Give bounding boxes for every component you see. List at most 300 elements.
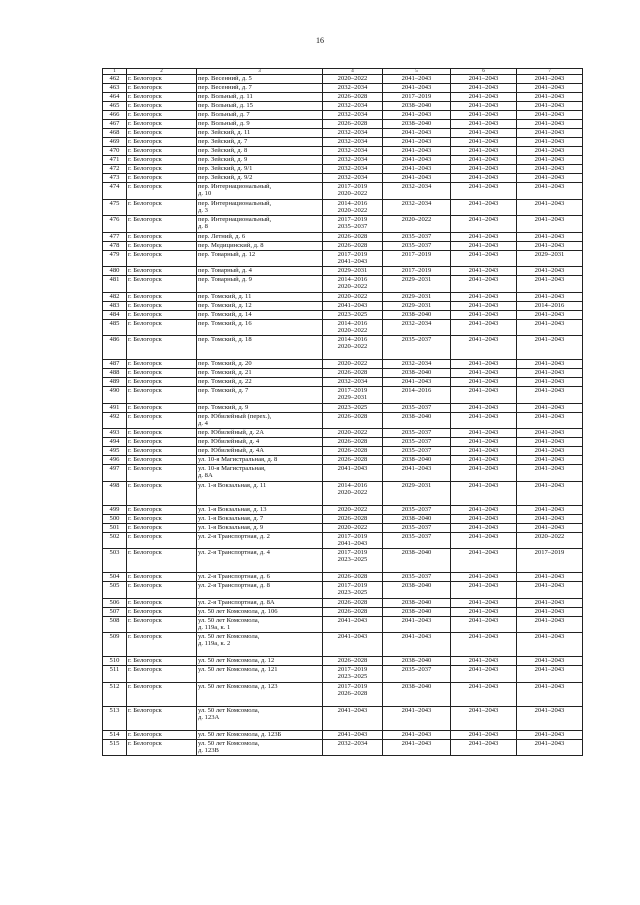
period-cell-col5	[383, 310, 451, 319]
period-cell-col7	[517, 216, 583, 233]
period-cell-col5-line: 2032–2034	[401, 360, 432, 367]
period-cell-col4	[323, 183, 383, 200]
table-row	[103, 120, 583, 129]
period-cell-col5	[383, 682, 451, 706]
row-number: 465	[103, 102, 127, 111]
period-cell-col7	[517, 598, 583, 607]
address-cell	[197, 481, 323, 505]
row-number: 515	[103, 739, 127, 756]
period-cell-col5-line: 2017–2019	[401, 267, 432, 274]
period-cell-col4-line: 2032–2034	[337, 147, 368, 154]
period-cell-col4-line: 2026–2028	[337, 607, 368, 615]
period-cell-col6	[451, 120, 517, 129]
period-cell-col6-line: 2041–2043	[468, 147, 499, 154]
period-cell-col7	[517, 310, 583, 319]
period-cell-col6-line: 2041–2043	[468, 682, 499, 690]
period-cell-col4-line: 2026–2028	[337, 438, 368, 445]
period-cell-col7-line: 2020–2022	[534, 532, 565, 540]
period-cell-col6-line: 2041–2043	[468, 120, 499, 127]
period-cell-col5	[383, 730, 451, 739]
period-cell-col6	[451, 429, 517, 438]
address-cell	[197, 730, 323, 739]
period-cell-col7-line: 2041–2043	[534, 739, 565, 747]
city-cell: г. Белогорск	[127, 532, 197, 549]
period-cell-col4	[323, 250, 383, 267]
period-cell-col4-line: 2020–2022	[337, 206, 368, 214]
period-cell-col6	[451, 250, 517, 267]
address-cell-line: пер. Зейский, д. 7	[198, 138, 248, 145]
table-row	[103, 267, 583, 276]
period-cell-col5-line: 2035–2037	[401, 429, 432, 436]
period-cell-col4-line: 2020–2022	[337, 429, 368, 436]
period-cell-col7	[517, 682, 583, 706]
address-cell	[197, 429, 323, 438]
period-cell-col7	[517, 429, 583, 438]
period-cell-col7	[517, 523, 583, 532]
period-cell-col6-line: 2041–2043	[468, 183, 499, 190]
period-cell-col6	[451, 403, 517, 412]
table-row	[103, 241, 583, 250]
period-cell-col7	[517, 147, 583, 156]
period-cell-col6	[451, 319, 517, 336]
period-cell-col5-line: 2014–2016	[401, 387, 432, 394]
period-cell-col5-line: 2038–2040	[401, 582, 432, 589]
period-cell-col7-line: 2041–2043	[534, 657, 565, 664]
city-cell: г. Белогорск	[127, 276, 197, 293]
table-row	[103, 739, 583, 756]
period-cell-col4-line: 2017–2019	[337, 682, 368, 690]
period-cell-col7	[517, 93, 583, 102]
period-cell-col5-line: 2035–2037	[401, 241, 432, 249]
period-cell-col5	[383, 598, 451, 607]
period-cell-col7	[517, 232, 583, 241]
city-cell: г. Белогорск	[127, 216, 197, 233]
period-cell-col4-line: 2023–2025	[337, 556, 368, 564]
period-cell-col7-line: 2041–2043	[534, 75, 565, 82]
address-cell-line: ул. 50 лет Комсомола,	[198, 633, 260, 640]
period-cell-col4-line: 2023–2025	[337, 310, 368, 318]
period-cell-col6	[451, 456, 517, 465]
period-cell-col5	[383, 174, 451, 183]
period-cell-col5-line: 2017–2019	[401, 250, 432, 258]
period-cell-col6-line: 2041–2043	[468, 93, 499, 100]
period-cell-col7-line: 2014–2016	[534, 301, 565, 309]
address-cell-line: пер. Томский, д. 20	[198, 360, 252, 367]
period-cell-col7	[517, 319, 583, 336]
address-cell-line: ул. 1-я Вокзальная, д. 7	[198, 514, 264, 522]
period-cell-col5	[383, 505, 451, 514]
period-cell-col7	[517, 438, 583, 447]
period-cell-col6-line: 2041–2043	[468, 138, 499, 145]
period-cell-col7-line: 2041–2043	[534, 505, 565, 513]
period-cell-col5	[383, 633, 451, 657]
period-cell-col7-line: 2041–2043	[534, 582, 565, 589]
row-number: 477	[103, 232, 127, 241]
period-cell-col7	[517, 582, 583, 599]
period-cell-col6-line: 2041–2043	[468, 301, 499, 309]
city-cell: г. Белогорск	[127, 111, 197, 120]
row-number: 464	[103, 93, 127, 102]
period-cell-col4-line: 2032–2034	[337, 138, 368, 145]
city-cell: г. Белогорск	[127, 378, 197, 387]
period-cell-col7	[517, 532, 583, 549]
table-row	[103, 147, 583, 156]
address-cell-line: ул. 50 лет Комсомола, д. 12	[198, 657, 275, 664]
period-cell-col7	[517, 514, 583, 523]
period-cell-col5-line: 2041–2043	[401, 739, 432, 747]
address-cell-line: пер. Зейский, д. 9/2	[198, 174, 253, 181]
period-cell-col5-line: 2035–2037	[401, 573, 432, 580]
address-cell	[197, 147, 323, 156]
period-cell-col5	[383, 241, 451, 250]
period-cell-col6	[451, 730, 517, 739]
city-cell: г. Белогорск	[127, 465, 197, 482]
address-cell	[197, 102, 323, 111]
period-cell-col5-line: 2041–2043	[401, 730, 432, 738]
period-cell-col7	[517, 156, 583, 165]
period-cell-col6-line: 2041–2043	[468, 241, 499, 249]
period-cell-col6-line: 2041–2043	[468, 505, 499, 513]
period-cell-col6	[451, 75, 517, 84]
period-cell-col4-line: 2023–2025	[337, 673, 368, 681]
period-cell-col4	[323, 607, 383, 616]
period-cell-col6-line: 2041–2043	[468, 378, 499, 385]
period-cell-col5-line: 2038–2040	[401, 120, 432, 127]
period-cell-col5	[383, 183, 451, 200]
period-cell-col4-line: 2017–2019	[337, 250, 368, 258]
city-cell: г. Белогорск	[127, 403, 197, 412]
column-number: 1	[103, 69, 127, 75]
period-cell-col4	[323, 682, 383, 706]
period-cell-col7	[517, 165, 583, 174]
address-cell	[197, 633, 323, 657]
period-cell-col5	[383, 378, 451, 387]
address-cell	[197, 129, 323, 138]
table-row	[103, 232, 583, 241]
period-cell-col5-line: 2035–2037	[401, 532, 432, 540]
period-cell-col5	[383, 267, 451, 276]
period-cell-col7-line: 2041–2043	[534, 216, 565, 223]
table-row	[103, 682, 583, 706]
period-cell-col5-line: 2041–2043	[401, 165, 432, 172]
period-cell-col4	[323, 93, 383, 102]
address-cell	[197, 84, 323, 93]
period-cell-col6-line: 2041–2043	[468, 523, 499, 531]
period-cell-col4	[323, 267, 383, 276]
period-cell-col4	[323, 84, 383, 93]
table-row	[103, 573, 583, 582]
period-cell-col4-line: 2041–2043	[337, 616, 368, 624]
period-cell-col6	[451, 481, 517, 505]
period-cell-col4-line: 2026–2028	[337, 689, 368, 697]
period-cell-col7	[517, 120, 583, 129]
city-cell: г. Белогорск	[127, 75, 197, 84]
address-cell-line: ул. 2-я Транспортная, д. 8А	[198, 598, 275, 606]
address-cell-line: пер. Вольный, д. 11	[198, 93, 253, 100]
period-cell-col4-line: 2020–2022	[337, 488, 368, 496]
period-cell-col4-line: 2041–2043	[337, 633, 368, 640]
period-cell-col6	[451, 666, 517, 683]
address-cell-line: д. 8А	[198, 472, 213, 480]
period-cell-col6-line: 2041–2043	[468, 156, 499, 163]
city-cell: г. Белогорск	[127, 138, 197, 147]
period-cell-col4	[323, 216, 383, 233]
period-cell-col4-line: 2014–2016	[337, 319, 368, 327]
period-cell-col6-line: 2041–2043	[468, 582, 499, 589]
period-cell-col6-line: 2041–2043	[468, 267, 499, 274]
address-cell-line: пер. Юбилейный (перех.),	[198, 412, 272, 420]
period-cell-col5-line: 2029–2031	[401, 276, 432, 283]
row-number: 472	[103, 165, 127, 174]
period-cell-col6-line: 2041–2043	[468, 447, 499, 454]
period-cell-col5	[383, 147, 451, 156]
address-cell	[197, 657, 323, 666]
address-cell	[197, 514, 323, 523]
period-cell-col4	[323, 523, 383, 532]
period-cell-col7	[517, 706, 583, 730]
period-cell-col5	[383, 582, 451, 599]
period-cell-col5	[383, 369, 451, 378]
address-cell	[197, 250, 323, 267]
period-cell-col5-line: 2035–2037	[401, 336, 432, 343]
row-number: 507	[103, 607, 127, 616]
period-cell-col6-line: 2041–2043	[468, 633, 499, 640]
period-cell-col4	[323, 369, 383, 378]
period-cell-col6	[451, 523, 517, 532]
period-cell-col7	[517, 369, 583, 378]
city-cell: г. Белогорск	[127, 241, 197, 250]
table-row	[103, 481, 583, 505]
address-cell-line: ул. 1-я Вокзальная, д. 11	[198, 481, 267, 489]
address-cell-line: пер. Юбилейный, д. 2А	[198, 429, 264, 436]
period-cell-col5	[383, 666, 451, 683]
address-cell	[197, 549, 323, 573]
period-cell-col4-line: 2020–2022	[337, 292, 368, 300]
table-row	[103, 102, 583, 111]
period-cell-col5	[383, 232, 451, 241]
period-cell-col6	[451, 598, 517, 607]
row-number: 470	[103, 147, 127, 156]
row-number: 479	[103, 250, 127, 267]
period-cell-col4-line: 2017–2019	[337, 549, 368, 556]
period-cell-col6-line: 2041–2043	[468, 216, 499, 223]
period-cell-col6-line: 2041–2043	[468, 616, 499, 624]
period-cell-col5	[383, 438, 451, 447]
period-cell-col4	[323, 438, 383, 447]
period-cell-col4	[323, 129, 383, 138]
period-cell-col6-line: 2041–2043	[468, 481, 499, 489]
period-cell-col5-line: 2041–2043	[401, 633, 432, 640]
table-row	[103, 199, 583, 216]
period-cell-col7	[517, 456, 583, 465]
address-cell-line: пер. Томский, д. 9	[198, 403, 249, 411]
period-cell-col4-line: 2032–2034	[337, 165, 368, 172]
address-cell	[197, 241, 323, 250]
city-cell: г. Белогорск	[127, 199, 197, 216]
row-number: 501	[103, 523, 127, 532]
period-cell-col4-line: 2032–2034	[337, 84, 368, 91]
city-cell: г. Белогорск	[127, 657, 197, 666]
row-number: 499	[103, 505, 127, 514]
row-number: 483	[103, 301, 127, 310]
table-row	[103, 657, 583, 666]
table-row	[103, 93, 583, 102]
period-cell-col7-line: 2017–2019	[534, 549, 565, 556]
period-cell-col6-line: 2041–2043	[468, 111, 499, 118]
row-number: 482	[103, 292, 127, 301]
table-row	[103, 607, 583, 616]
period-cell-col6	[451, 276, 517, 293]
city-cell: г. Белогорск	[127, 412, 197, 429]
period-cell-col7-line: 2041–2043	[534, 276, 565, 283]
table-row	[103, 336, 583, 360]
period-cell-col5-line: 2029–2031	[401, 481, 432, 489]
row-number: 492	[103, 412, 127, 429]
period-cell-col7	[517, 276, 583, 293]
table-row	[103, 292, 583, 301]
address-cell-line: д. 119а, к. 2	[198, 640, 231, 648]
period-cell-col5	[383, 447, 451, 456]
period-cell-col7	[517, 666, 583, 683]
row-number: 481	[103, 276, 127, 293]
period-cell-col6	[451, 199, 517, 216]
period-cell-col5	[383, 319, 451, 336]
period-cell-col4-line: 2029–2031	[337, 267, 368, 274]
row-number: 505	[103, 582, 127, 599]
address-cell-line: д. 123А	[198, 713, 220, 721]
row-number: 495	[103, 447, 127, 456]
address-cell-line: пер. Летний, д. 6	[198, 232, 246, 240]
period-cell-col5-line: 2041–2043	[401, 706, 432, 714]
period-cell-col6	[451, 267, 517, 276]
period-cell-col5-line: 2038–2040	[401, 682, 432, 690]
address-cell-line: пер. Вольный, д. 9	[198, 120, 250, 127]
city-cell: г. Белогорск	[127, 456, 197, 465]
address-cell-line: д. 119а, к. 1	[198, 623, 231, 631]
period-cell-col5	[383, 532, 451, 549]
period-cell-col5-line: 2038–2040	[401, 102, 432, 109]
address-cell	[197, 412, 323, 429]
period-cell-col6-line: 2041–2043	[468, 532, 499, 540]
period-cell-col6-line: 2041–2043	[468, 369, 499, 376]
period-cell-col4	[323, 657, 383, 666]
period-cell-col4-line: 2041–2043	[337, 257, 368, 265]
address-cell-line: ул. 50 лет Комсомола, д. 121	[198, 666, 278, 673]
period-cell-col7-line: 2041–2043	[534, 336, 565, 343]
period-cell-col4-line: 2026–2028	[337, 412, 368, 420]
table-row	[103, 387, 583, 404]
address-cell	[197, 573, 323, 582]
period-cell-col5-line: 2041–2043	[401, 465, 432, 472]
period-cell-col5-line: 2038–2040	[401, 456, 432, 463]
period-cell-col6-line: 2041–2043	[468, 438, 499, 445]
column-number: 7	[517, 69, 583, 75]
period-cell-col5	[383, 456, 451, 465]
period-cell-col6	[451, 465, 517, 482]
row-number: 487	[103, 360, 127, 369]
period-cell-col6-line: 2041–2043	[468, 319, 499, 327]
address-cell-line: пер. Весенний, д. 5	[198, 75, 252, 82]
period-cell-col6	[451, 582, 517, 599]
period-cell-col6-line: 2041–2043	[468, 456, 499, 463]
city-cell: г. Белогорск	[127, 706, 197, 730]
period-cell-col5	[383, 84, 451, 93]
period-cell-col6-line: 2041–2043	[468, 666, 499, 673]
period-cell-col5	[383, 607, 451, 616]
address-cell	[197, 378, 323, 387]
period-cell-col6	[451, 111, 517, 120]
city-cell: г. Белогорск	[127, 582, 197, 599]
address-cell	[197, 739, 323, 756]
period-cell-col5-line: 2032–2034	[401, 199, 432, 207]
period-cell-col6-line: 2041–2043	[468, 292, 499, 300]
period-cell-col5	[383, 301, 451, 310]
period-cell-col6	[451, 514, 517, 523]
period-cell-col4-line: 2026–2028	[337, 514, 368, 522]
address-cell-line: ул. 50 лет Комсомола,	[198, 706, 260, 714]
period-cell-col7-line: 2041–2043	[534, 183, 565, 190]
period-cell-col5-line: 2035–2037	[401, 232, 432, 240]
period-cell-col7-line: 2041–2043	[534, 378, 565, 385]
period-cell-col4-line: 2041–2043	[337, 539, 368, 547]
period-cell-col7-line: 2041–2043	[534, 573, 565, 580]
period-cell-col6-line: 2041–2043	[468, 465, 499, 472]
period-cell-col7-line: 2041–2043	[534, 438, 565, 445]
period-cell-col5-line: 2035–2037	[401, 438, 432, 445]
address-cell	[197, 465, 323, 482]
period-cell-col5	[383, 102, 451, 111]
table-row	[103, 465, 583, 482]
period-cell-col7-line: 2041–2043	[534, 319, 565, 327]
table-row	[103, 633, 583, 657]
period-cell-col5	[383, 360, 451, 369]
period-cell-col7	[517, 84, 583, 93]
row-number: 496	[103, 456, 127, 465]
period-cell-col4-line: 2020–2022	[337, 75, 368, 82]
period-cell-col7-line: 2041–2043	[534, 447, 565, 454]
table-row	[103, 616, 583, 633]
row-number: 488	[103, 369, 127, 378]
period-cell-col6-line: 2041–2043	[468, 730, 499, 738]
table-row	[103, 183, 583, 200]
period-cell-col4-line: 2041–2043	[337, 730, 368, 738]
period-cell-col4	[323, 120, 383, 129]
period-cell-col5-line: 2041–2043	[401, 174, 432, 181]
period-cell-col5	[383, 387, 451, 404]
period-cell-col6	[451, 739, 517, 756]
period-cell-col4	[323, 292, 383, 301]
address-cell-line: пер. Юбилейный, д. 4А	[198, 447, 264, 454]
period-cell-col6	[451, 232, 517, 241]
period-cell-col4	[323, 706, 383, 730]
period-cell-col6	[451, 706, 517, 730]
period-cell-col6-line: 2041–2043	[468, 573, 499, 580]
period-cell-col7-line: 2041–2043	[534, 102, 565, 109]
city-cell: г. Белогорск	[127, 633, 197, 657]
period-cell-col4	[323, 75, 383, 84]
row-number: 486	[103, 336, 127, 360]
period-cell-col5	[383, 138, 451, 147]
address-cell	[197, 138, 323, 147]
period-cell-col5-line: 2041–2043	[401, 84, 432, 91]
period-cell-col6	[451, 549, 517, 573]
period-cell-col6-line: 2041–2043	[468, 706, 499, 714]
period-cell-col6-line: 2041–2043	[468, 165, 499, 172]
period-cell-col4-line: 2026–2028	[337, 241, 368, 249]
period-cell-col6-line: 2041–2043	[468, 102, 499, 109]
period-cell-col4-line: 2026–2028	[337, 447, 368, 454]
period-cell-col4-line: 2032–2034	[337, 111, 368, 118]
